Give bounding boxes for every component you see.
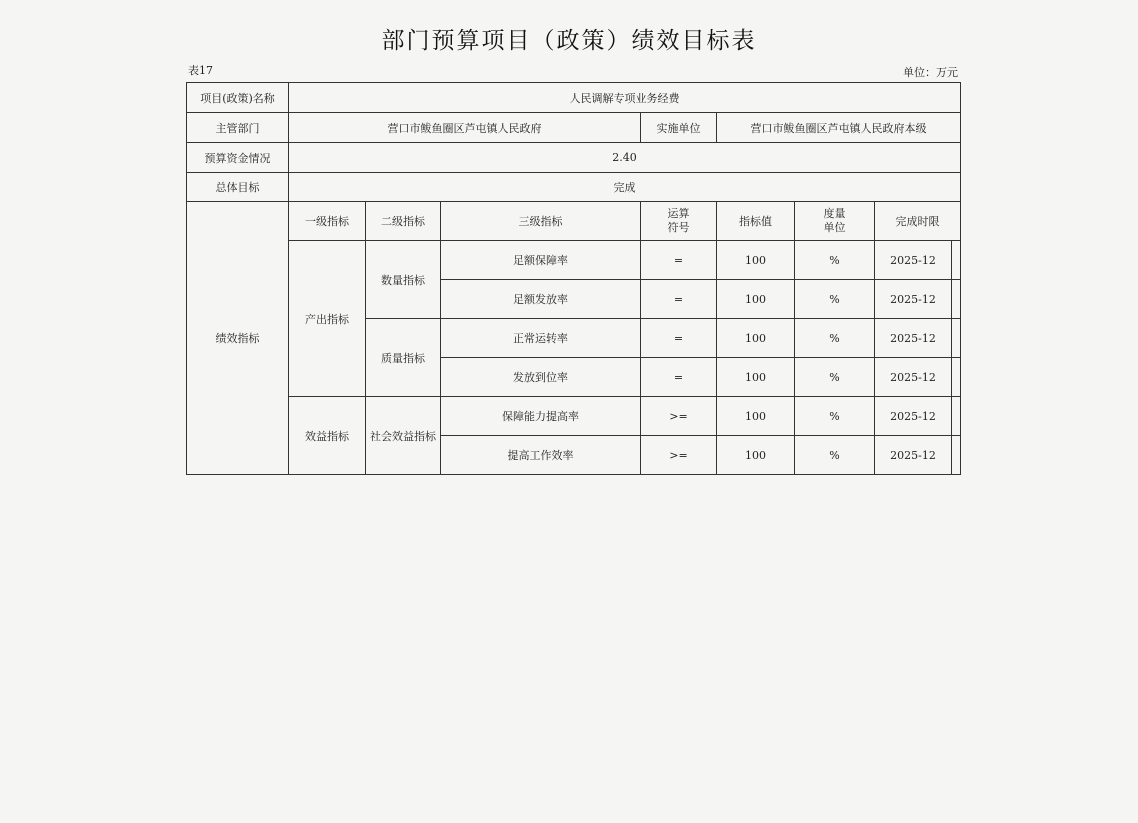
indicator-deadline: 2025-12 bbox=[875, 397, 952, 436]
indicator-value: 100 bbox=[717, 241, 795, 280]
indicator-unit: % bbox=[795, 241, 875, 280]
indicator-row bbox=[187, 397, 961, 436]
indicator-name: 足额保障率 bbox=[441, 241, 641, 280]
header-level1: 一级指标 bbox=[289, 202, 366, 241]
indicator-name: 保障能力提高率 bbox=[441, 397, 641, 436]
indicator-unit: % bbox=[795, 280, 875, 319]
indicator-value: 100 bbox=[717, 280, 795, 319]
project-name-value: 人民调解专项业务经费 bbox=[289, 83, 961, 113]
implementing-unit-label: 实施单位 bbox=[641, 113, 717, 143]
indicator-name: 足额发放率 bbox=[441, 280, 641, 319]
overall-goal-label: 总体目标 bbox=[187, 173, 289, 202]
budget-label: 预算资金情况 bbox=[187, 143, 289, 173]
indicator-operator: >= bbox=[641, 436, 717, 475]
header-level3: 三级指标 bbox=[441, 202, 641, 241]
indicator-unit: % bbox=[795, 397, 875, 436]
indicator-deadline: 2025-12 bbox=[875, 436, 952, 475]
indicator-operator: = bbox=[641, 358, 717, 397]
header-operator bbox=[641, 202, 717, 241]
indicator-name: 正常运转率 bbox=[441, 319, 641, 358]
indicator-operator: >= bbox=[641, 397, 717, 436]
indicator-value: 100 bbox=[717, 319, 795, 358]
header-value: 指标值 bbox=[717, 202, 795, 241]
indicator-unit: % bbox=[795, 319, 875, 358]
table-number: 表17 bbox=[188, 64, 213, 77]
project-name-label: 项目(政策)名称 bbox=[187, 83, 289, 113]
header-deadline: 完成时限 bbox=[875, 202, 961, 241]
indicator-value: 100 bbox=[717, 397, 795, 436]
spacer-cell bbox=[952, 397, 961, 436]
header-operator-line2: 符号 bbox=[667, 221, 690, 234]
spacer-cell bbox=[952, 319, 961, 358]
indicator-deadline: 2025-12 bbox=[875, 358, 952, 397]
budget-row bbox=[187, 143, 961, 173]
overall-goal-row bbox=[187, 173, 961, 202]
header-operator-line1: 运算 bbox=[667, 207, 690, 220]
spacer-cell bbox=[952, 280, 961, 319]
group-social: 社会效益指标 bbox=[366, 397, 441, 475]
department-row bbox=[187, 113, 961, 143]
department-value: 营口市鲅鱼圈区芦屯镇人民政府 bbox=[289, 113, 641, 143]
indicator-operator: = bbox=[641, 241, 717, 280]
indicator-unit: % bbox=[795, 358, 875, 397]
indicator-name: 提高工作效率 bbox=[441, 436, 641, 475]
implementing-unit-value: 营口市鲅鱼圈区芦屯镇人民政府本级 bbox=[717, 113, 961, 143]
department-label: 主管部门 bbox=[187, 113, 289, 143]
project-name-row bbox=[187, 83, 961, 113]
overall-goal-value: 完成 bbox=[289, 173, 961, 202]
header-unit-line2: 单位 bbox=[823, 221, 846, 234]
indicator-deadline: 2025-12 bbox=[875, 241, 952, 280]
page-title: 部门预算项目（政策）绩效目标表 bbox=[381, 28, 757, 54]
group-effect: 效益指标 bbox=[289, 397, 366, 475]
performance-target-table bbox=[186, 82, 961, 475]
indicator-header-row bbox=[187, 202, 961, 241]
unit-note: 单位：万元 bbox=[903, 66, 958, 79]
indicator-row bbox=[187, 241, 961, 280]
indicator-operator: = bbox=[641, 319, 717, 358]
group-output: 产出指标 bbox=[289, 241, 366, 397]
budget-value: 2.40 bbox=[289, 143, 961, 173]
indicator-name: 发放到位率 bbox=[441, 358, 641, 397]
header-unit-line1: 度量 bbox=[823, 207, 846, 220]
spacer-cell bbox=[952, 241, 961, 280]
spacer-cell bbox=[952, 436, 961, 475]
header-level2: 二级指标 bbox=[366, 202, 441, 241]
indicator-unit: % bbox=[795, 436, 875, 475]
indicator-value: 100 bbox=[717, 358, 795, 397]
group-quantity: 数量指标 bbox=[366, 241, 441, 319]
indicator-operator: = bbox=[641, 280, 717, 319]
indicator-value: 100 bbox=[717, 436, 795, 475]
performance-indicators-label: 绩效指标 bbox=[187, 202, 289, 475]
indicator-deadline: 2025-12 bbox=[875, 319, 952, 358]
indicator-deadline: 2025-12 bbox=[875, 280, 952, 319]
spacer-cell bbox=[952, 358, 961, 397]
group-quality: 质量指标 bbox=[366, 319, 441, 397]
header-unit bbox=[795, 202, 875, 241]
